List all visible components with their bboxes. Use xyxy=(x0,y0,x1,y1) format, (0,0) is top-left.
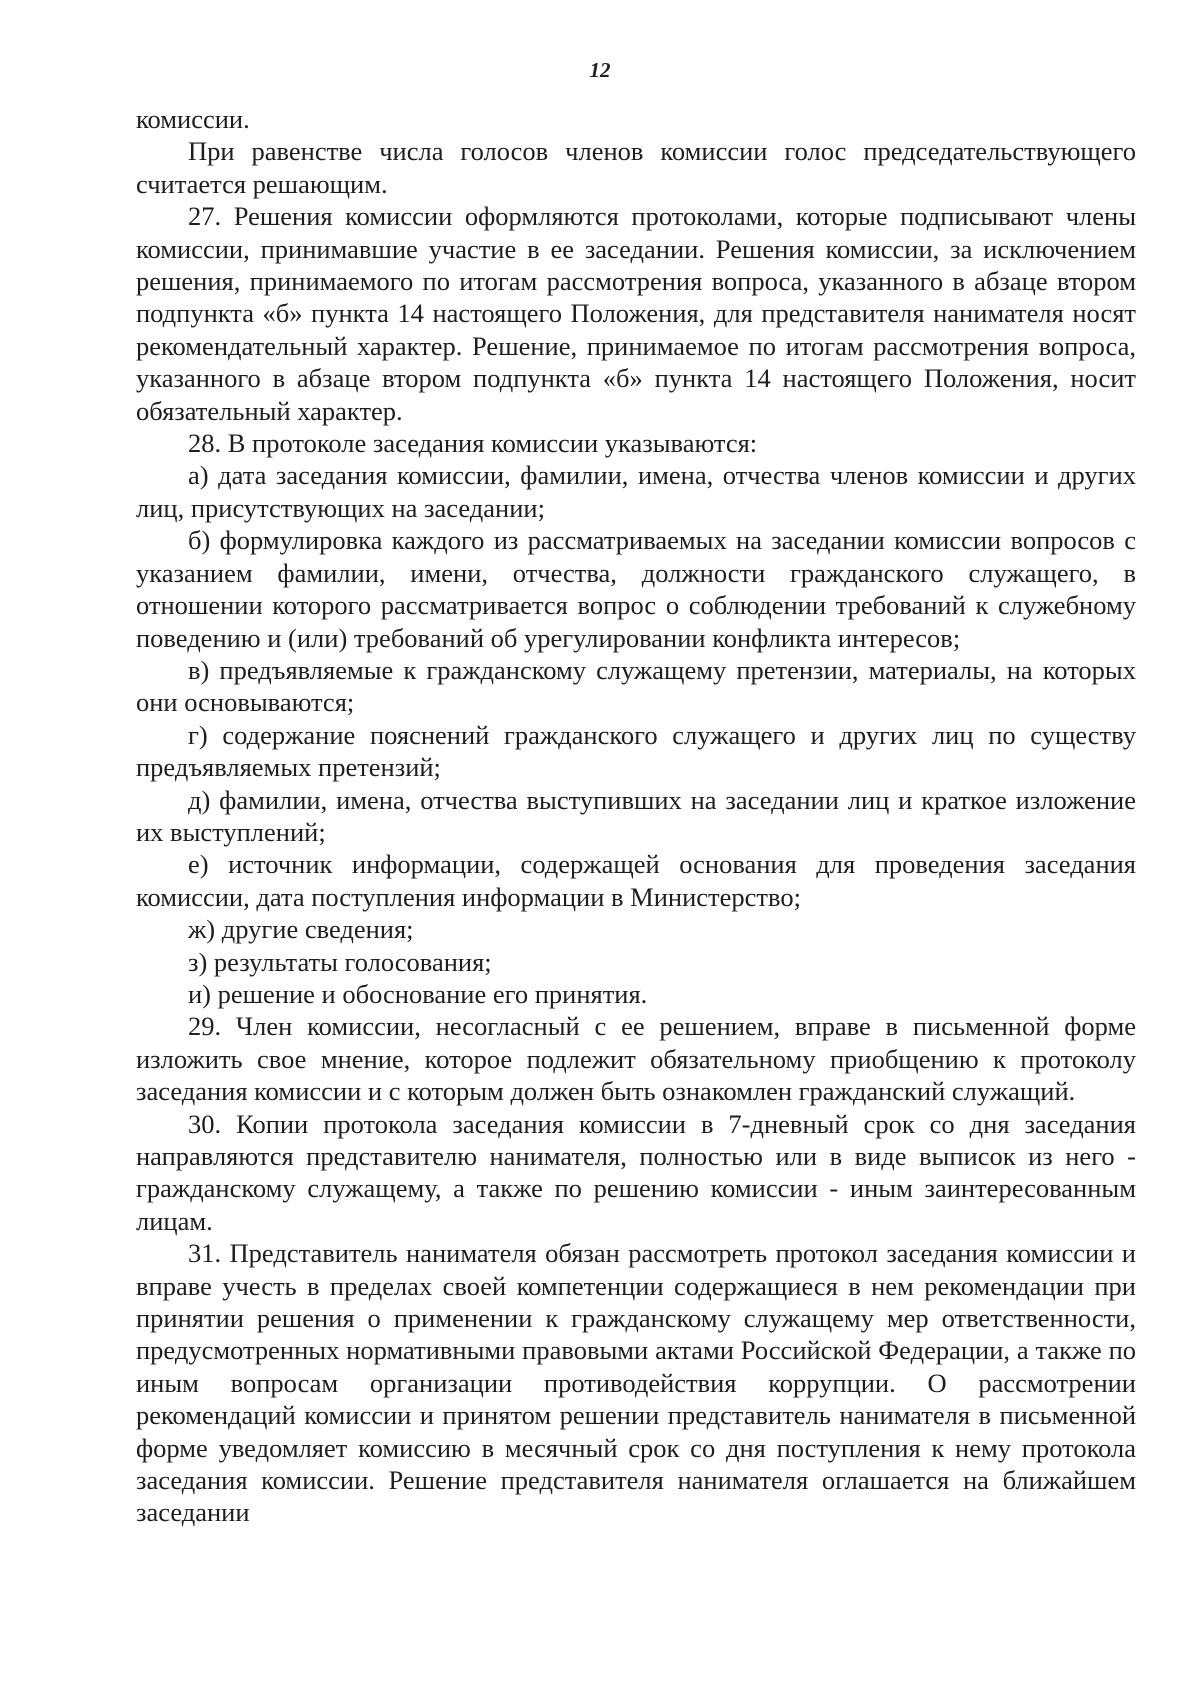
paragraph-30: 30. Копии протокола заседания комиссии в 7-дневный срок со дня заседания направляются представителю нанимателя, полностью или в виде выписок из него - гражданскому служащему, а также по решению комиссии - иным заинтересованным лицам. xyxy=(136,1108,1136,1236)
paragraph-continuation: комиссии. xyxy=(136,104,250,134)
paragraph-28-v: в) предъявляемые к гражданскому служащему претензии, материалы, на которых они основываются; xyxy=(136,654,1136,718)
paragraph-28-a: а) дата заседания комиссии, фамилии, имена, отчества членов комиссии и других лиц, присутствующих на заседании; xyxy=(136,460,1136,523)
paragraph-28-e: е) источник информации, содержащей основания для проведения заседания комиссии, дата поступления информации в Министерство; xyxy=(136,849,1136,912)
paragraph-27: 27. Решения комиссии оформляются протоколами, которые подписывают члены комиссии, принимавшие участие в ее заседании. Решения комиссии, за исключением решения, принимаемого по итогам рассмотрения вопроса, указанного в абзаце втором подпункта «б» пункта 14 настоящего Положения, для представителя нанимателя носят рекомендательный характер. Решение, принимаемое по итогам рассмотрения вопроса, указанного в абзаце втором подпункта «б» пункта 14 настоящего Положения, носит обязательный характер. xyxy=(136,201,1136,426)
paragraph-28-g: г) содержание пояснений гражданского служащего и других лиц по существу предъявляемых претензий; xyxy=(136,719,1136,783)
paragraph-31: 31. Представитель нанимателя обязан рассмотреть протокол заседания комиссии и вправе учесть в пределах своей компетенции содержащиеся в нем рекомендации при принятии решения о применении к гражданскому служащему мер ответственности, предусмотренных нормативными правовыми актами Российской Федерации, а также по иным вопросам организации противодействия коррупции. О рассмотрении рекомендаций комиссии и принятом решении представитель нанимателя в письменной форме уведомляет комиссию в месячный срок со дня поступления к нему протокола заседания комиссии. Решение представителя нанимателя оглашается на ближайшем заседании xyxy=(136,1238,1136,1528)
paragraph-28: 28. В протоколе заседания комиссии указываются: xyxy=(188,428,758,459)
paragraph-28-zh: ж) другие сведения; xyxy=(188,914,414,945)
paragraph-28-i: и) решение и обоснование его принятия. xyxy=(188,978,648,1009)
page-number: 12 xyxy=(589,58,611,82)
paragraph-tie-vote: При равенстве числа голосов членов комиссии голос председательствующего считается решающим. xyxy=(136,136,1136,199)
paragraph-28-b: б) формулировка каждого из рассматриваемых на заседании комиссии вопросов с указанием фамилии, имени, отчества, должности гражданского служащего, в отношении которого рассматривается вопрос о соблюдении требований к служебному поведению и (или) требований об урегулировании конфликта интересов; xyxy=(136,525,1136,653)
paragraph-28-d: д) фамилии, имена, отчества выступивших на заседании лиц и краткое изложение их выступлений; xyxy=(136,784,1136,847)
paragraph-29: 29. Член комиссии, несогласный с ее решением, вправе в письменной форме изложить свое мнение, которое подлежит обязательному приобщению к протоколу заседания комиссии и с которым должен быть ознакомлен гражданский служащий. xyxy=(136,1011,1136,1107)
document-body xyxy=(136,103,1136,1529)
paragraph-28-z: з) результаты голосования; xyxy=(188,946,492,977)
